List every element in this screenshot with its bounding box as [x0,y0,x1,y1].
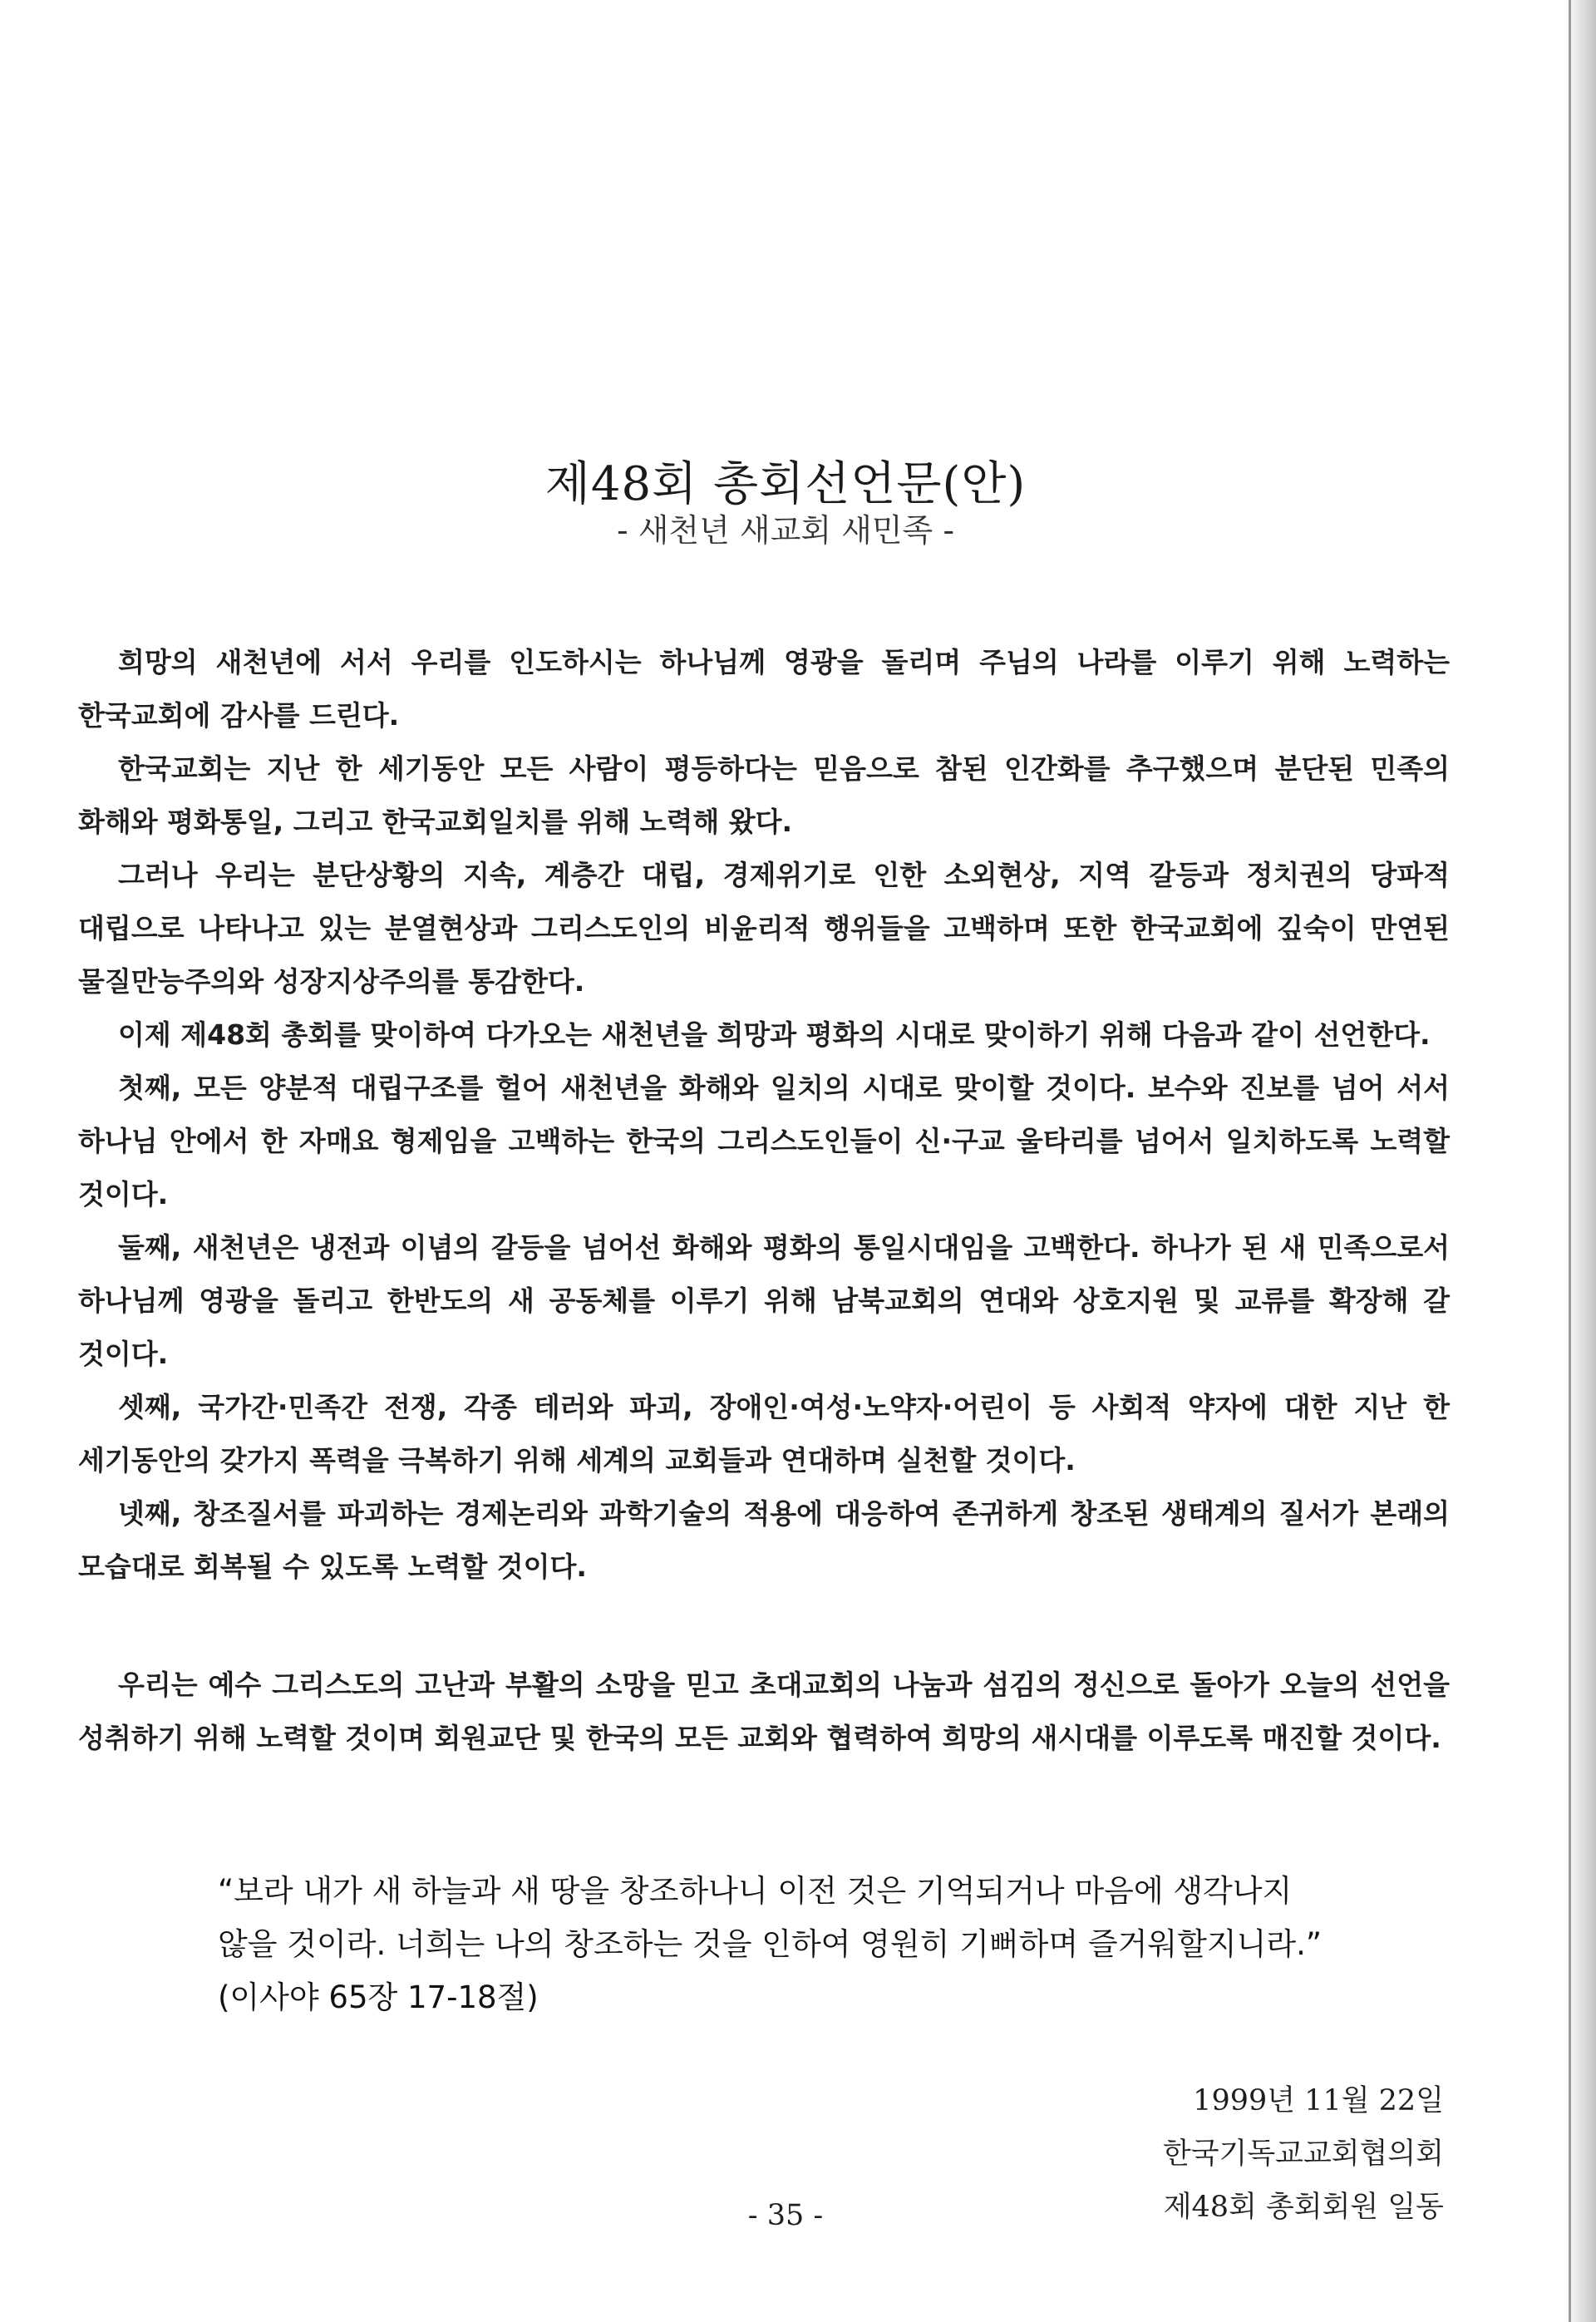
paragraph-second: 둘째, 새천년은 냉전과 이념의 갈등을 넘어선 화해와 평화의 통일시대임을 고백한다. 하나가 된 새 민족으로서 하나님께 영광을 돌리고 한반도의 새 공동체를 이루기 위해 남북교회의 연대와 상호지원 및 교류를 확장해 갈 것이다. [78,1231,1450,1370]
paragraph-history: 한국교회는 지난 한 세기동안 모든 사람이 평등하다는 믿음으로 참된 인간화를 추구했으며 분단된 민족의 화해와 평화통일, 그리고 한국교회일치를 위해 노력해 왔다. [78,752,1450,838]
paragraph-third: 셋째, 국가간·민족간 전쟁, 각종 테러와 파괴, 장애인·여성·노약자·어린이 등 사회적 약자에 대한 지난 한 세기동안의 갖가지 폭력을 극복하기 위해 세계의 교회들과 연대하며 실천할 것이다. [78,1391,1450,1477]
signature-organization: 한국기독교교회협의회 [1162,2137,1444,2171]
page-edge-shadow [1569,0,1596,2322]
paragraph-confession: 그러나 우리는 분단상황의 지속, 계층간 대립, 경제위기로 인한 소외현상, 지역 갈등과 정치권의 당파적 대립으로 나타나고 있는 분열현상과 그리스도인의 비윤리적 행위들을 고백하며 또한 한국교회에 깊숙이 만연된 물질만능주의와 성장지상주의를 통감한다. [78,859,1450,998]
page-number: - 35 - [747,2199,824,2232]
document-title: 제48회 총회선언문(안) [544,456,1027,511]
signature-date: 1999년 11월 22일 [1193,2084,1444,2117]
paragraph-first: 첫째, 모든 양분적 대립구조를 헐어 새천년을 화해와 일치의 시대로 맞이할 것이다. 보수와 진보를 넘어 서서 하나님 안에서 한 자매요 형제임을 고백하는 한국의 그리스도인들이 신·구교 울타리를 넘어서 일치하도록 노력할 것이다. [78,1072,1450,1210]
declaration-body [78,636,1450,1594]
signature-signers: 제48회 총회회원 일동 [1163,2191,1444,2224]
closing-section [78,1659,1450,1765]
paragraph-intro: 희망의 새천년에 서서 우리를 인도하시는 하나님께 영광을 돌리며 주님의 나라를 이루기 위해 노력하는 한국교회에 감사를 드린다. [78,646,1450,732]
scripture-quote: “보라 내가 새 하늘과 새 땅을 창조하나니 이전 것은 기억되거나 마음에 생각나지 않을 것이라. 너희는 나의 창조하는 것을 인하여 영원히 기뻐하며 즐거워할지니라.” (이사야 65장 17-18절) [218,1873,1323,2015]
closing-paragraph: 우리는 예수 그리스도의 고난과 부활의 소망을 믿고 초대교회의 나눔과 섬김의 정신으로 돌아가 오늘의 선언을 성취하기 위해 노력할 것이며 회원교단 및 한국의 모든 교회와 협력하여 희망의 새시대를 이루도록 매진할 것이다. [78,1669,1450,1754]
paragraph-declaration: 이제 제48회 총회를 맞이하여 다가오는 새천년을 희망과 평화의 시대로 맞이하기 위해 다음과 같이 선언한다. [118,1018,1431,1051]
paragraph-fourth: 넷째, 창조질서를 파괴하는 경제논리와 과학기술의 적용에 대응하여 존귀하게 창조된 생태계의 질서가 본래의 모습대로 회복될 수 있도록 노력할 것이다. [78,1497,1450,1583]
document-subtitle: - 새천년 새교회 새민족 - [616,512,955,549]
